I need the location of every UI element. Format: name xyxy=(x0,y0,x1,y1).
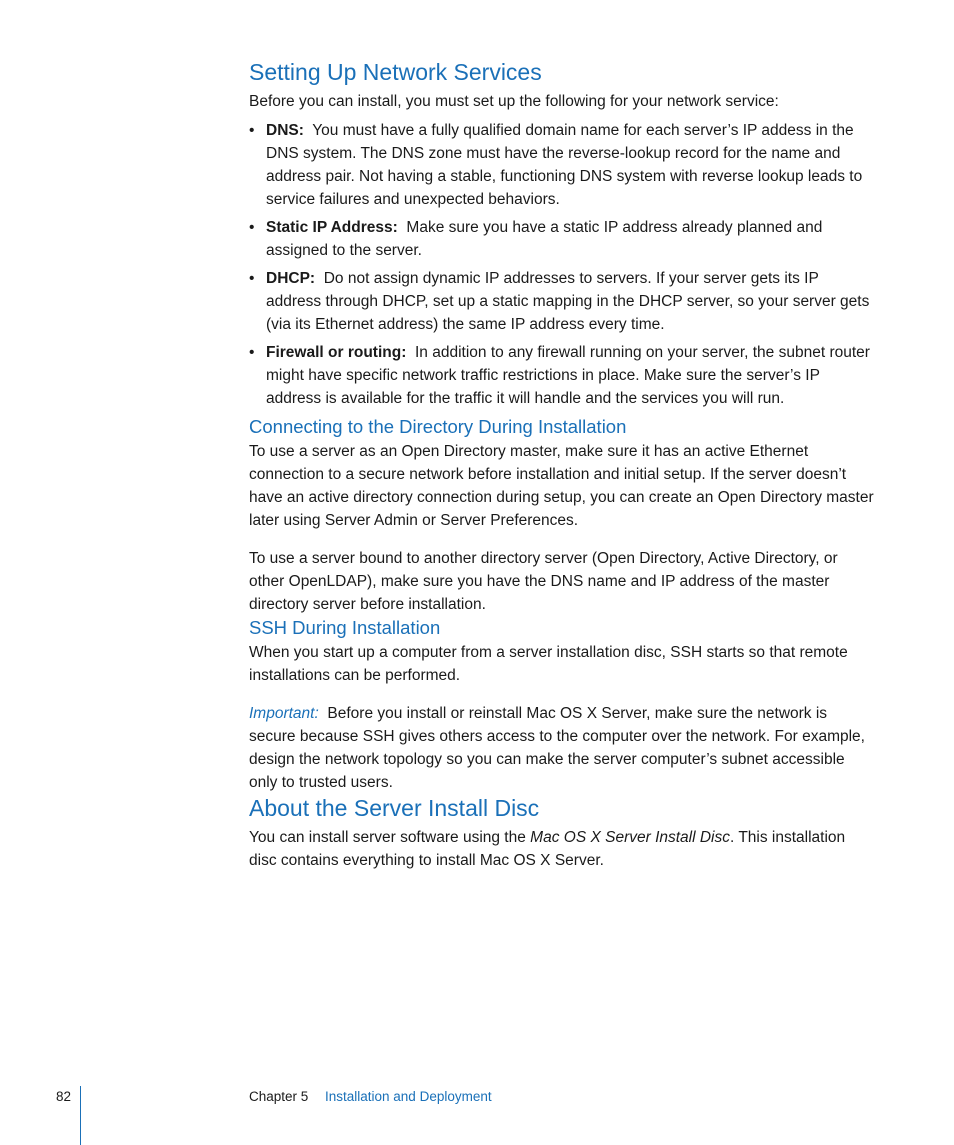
section-title-network-services: Setting Up Network Services xyxy=(249,59,542,85)
important-text: Before you install or reinstall Mac OS X Server, make sure the network is secure because SSH gives others access to the computer over the network. For example, design the network topology so you can make the server computer’s subnet accessible only to trusted users. xyxy=(249,705,865,791)
list-item-text: In addition to any firewall running on your server, the subnet router might have specific network traffic restrictions in place. Make sure the server’s IP address is available for the traffic it will handle and the services you will run. xyxy=(266,344,870,407)
list-item xyxy=(249,216,875,262)
important-note xyxy=(249,702,875,794)
list-item-text: Do not assign dynamic IP addresses to servers. If your server gets its IP address through DHCP, set up a static mapping in the DHCP server, so your server gets (via its Ethernet address) the same IP address every time. xyxy=(266,270,870,333)
chapter-title: Installation and Deployment xyxy=(325,1089,492,1104)
list-item xyxy=(249,119,875,211)
list-item-text: Make sure you have a static IP address already planned and assigned to the server. xyxy=(266,219,823,259)
bullet-icon: • xyxy=(249,270,255,287)
section-title-install-disc: About the Server Install Disc xyxy=(249,795,540,821)
list-item-term: DNS: xyxy=(266,122,304,139)
list-item-term: Static IP Address: xyxy=(266,219,398,236)
page-number: 82 xyxy=(56,1089,72,1104)
list-item xyxy=(249,341,875,410)
page-footer xyxy=(0,1086,954,1145)
directory-paragraph-1: To use a server as an Open Directory master, make sure it has an active Ethernet connection to a secure network before installation and initial setup. If the server doesn’t have an active directory connection during setup, you can create an Open Directory master later using Server Admin or Server Preferences. xyxy=(249,443,874,529)
list-item-text: You must have a fully qualified domain name for each server’s IP addess in the DNS system. The DNS zone must have the reverse-lookup record for the name and address pair. Not having a stable, functioning DNS system with reverse lookup leads to service failures and unexpected behaviors. xyxy=(266,122,863,208)
directory-paragraph-2: To use a server bound to another directory server (Open Directory, Active Directory, or other OpenLDAP), make sure you have the DNS name and IP address of the master directory server before installation. xyxy=(249,550,838,613)
footer-divider xyxy=(80,1086,81,1145)
subsection-title-ssh: SSH During Installation xyxy=(249,617,441,638)
install-disc-paragraph xyxy=(249,826,875,872)
list-item-term: Firewall or routing: xyxy=(266,344,407,361)
install-disc-text-after: . This installation disc contains everything to install Mac OS X Server. xyxy=(249,829,846,869)
list-item-term: DHCP: xyxy=(266,270,316,287)
bullet-icon: • xyxy=(249,344,255,361)
page-content xyxy=(249,58,875,872)
ssh-paragraph: When you start up a computer from a server installation disc, SSH starts so that remote installations can be performed. xyxy=(249,644,848,684)
install-disc-name: Mac OS X Server Install Disc xyxy=(530,829,730,846)
install-disc-text-before: You can install server software using the xyxy=(249,829,531,846)
bullet-icon: • xyxy=(249,122,255,139)
network-requirements-list xyxy=(249,119,875,410)
network-services-intro: Before you can install, you must set up the following for your network service: xyxy=(249,93,779,110)
bullet-icon: • xyxy=(249,219,255,236)
chapter-label: Chapter 5 xyxy=(249,1089,309,1104)
important-label: Important: xyxy=(249,705,319,722)
subsection-title-directory: Connecting to the Directory During Installation xyxy=(249,416,627,437)
list-item xyxy=(249,267,875,336)
